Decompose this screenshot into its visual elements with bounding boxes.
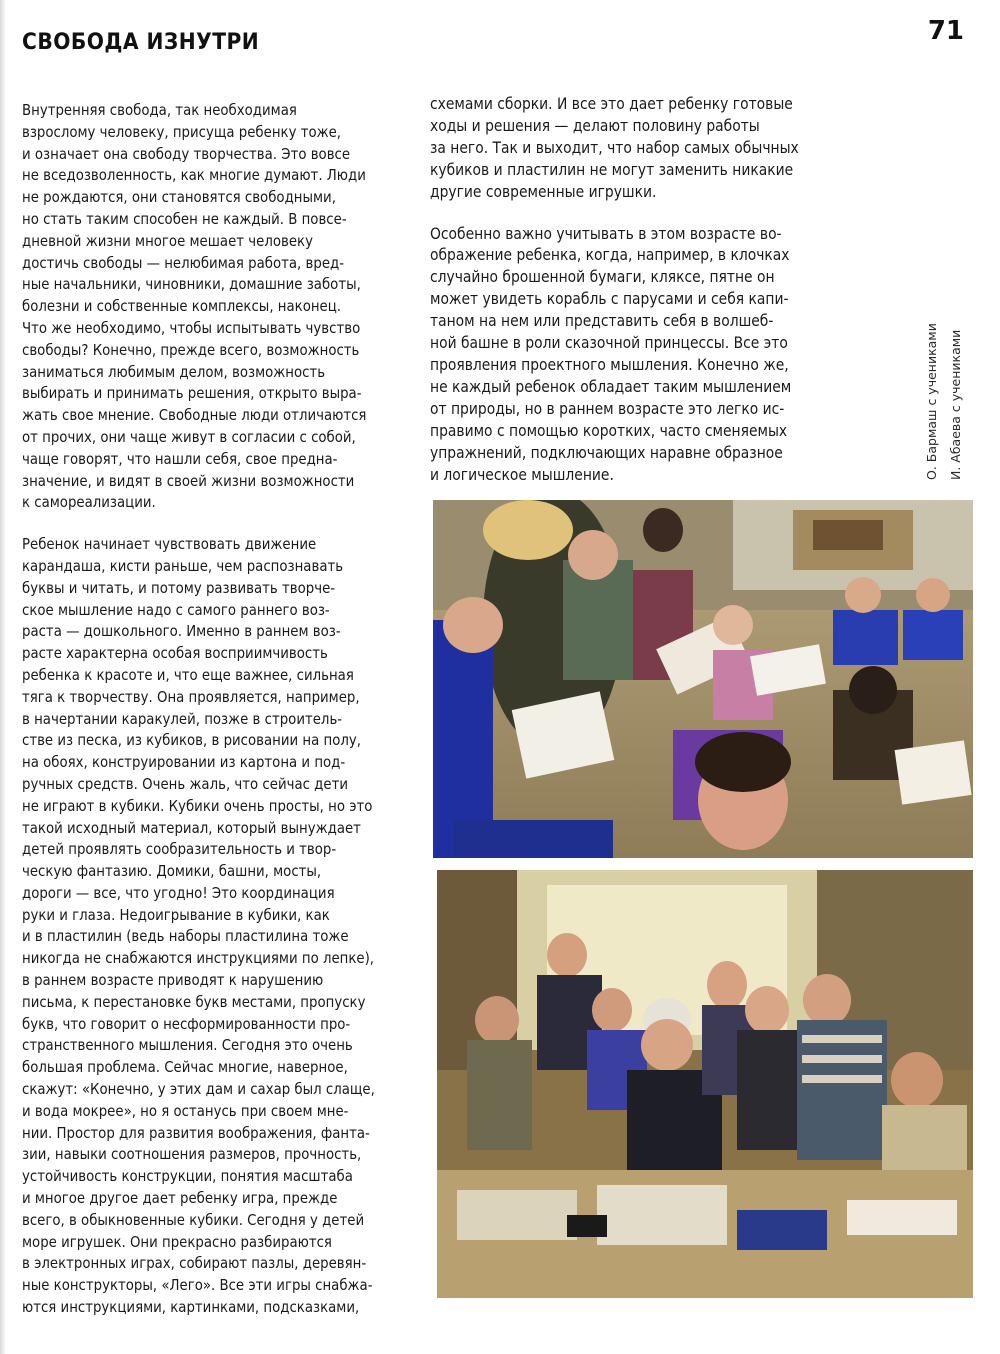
text-line: большая проблема. Сейчас многие, наверное, (22, 1059, 348, 1077)
text-line: карандаша, кисти раньше, чем распознавать (22, 557, 344, 575)
page-number: 71 (927, 16, 964, 46)
text-line: дневной жизни многое мешает человеку (22, 232, 313, 250)
text-line: и логическое мышление. (430, 465, 614, 484)
photo-group-portrait (437, 870, 973, 1298)
text-line: и многое другое дает ребенку игра, прежде (22, 1190, 338, 1208)
text-line: странственного мышления. Сегодня это очень (22, 1037, 353, 1055)
text-line: ображение ребенка, когда, например, в клочках (430, 246, 790, 265)
text-line: нии. Простор для развития воображения, фанта- (22, 1124, 370, 1142)
text-line: ные начальники, чиновники, домашние заботы, (22, 276, 361, 294)
text-line: упражнений, подключающих наравне образное (430, 443, 783, 462)
text-line: в раннем возрасте приводят к нарушению (22, 972, 324, 990)
page-binding-edge (0, 0, 6, 1354)
text-line: в электронных играх, собирают пазлы, деревян- (22, 1255, 367, 1273)
text-line: заниматься любимым делом, возможность (22, 363, 326, 381)
text-line: Особенно важно учитывать в этом возрасте во- (430, 224, 782, 243)
photo-children-drawing (433, 500, 973, 858)
text-line: выбирать и принимать решения, открыто выра- (22, 385, 362, 403)
text-line: ются инструкциями, картинками, подсказками, (22, 1299, 360, 1317)
text-line: не играют в кубики. Кубики очень просты, но это (22, 797, 373, 815)
text-line: жать свое мнение. Свободные люди отличаются (22, 407, 367, 425)
text-line: ческую фантазию. Домики, башни, мосты, (22, 863, 322, 881)
text-line: Ребенок начинает чувствовать движение (22, 536, 317, 554)
text-line: но стать таким способен не каждый. В повсе- (22, 210, 347, 228)
text-line: ной башне в роли сказочной принцессы. Все это (430, 334, 788, 353)
text-line: стве из песка, из кубиков, в рисовании на полу, (22, 732, 361, 750)
chapter-title: СВОБОДА ИЗНУТРИ (22, 30, 260, 55)
text-line: на обоях, конструировании из картона и под- (22, 754, 346, 772)
text-line: ское мышление надо с самого раннего воз- (22, 601, 330, 619)
text-line: письма, к перестановке букв местами, пропуску (22, 993, 366, 1011)
text-line: и означает она свободу творчества. Это вовсе (22, 145, 351, 163)
text-line: детей проявлять сообразительность и твор- (22, 841, 337, 859)
text-line: схемами сборки. И все это дает ребенку готовые (430, 95, 793, 113)
text-line: раста — дошкольного. Именно в раннем воз- (22, 623, 341, 641)
left-text-column (22, 100, 414, 1339)
text-line: таном на нем или представить себя в волшеб- (430, 312, 774, 331)
right-column-paragraph (430, 224, 834, 487)
text-line: чаще говорят, что нашли себя, свое предна- (22, 450, 338, 468)
text-line: всего, в обыкновенные кубики. Сегодня у детей (22, 1211, 365, 1229)
text-line: значение, и видят в своей жизни возможности (22, 472, 355, 490)
text-line: не вседозволенность, как многие думают. Люди (22, 167, 366, 185)
text-line: такой исходный материал, который вынуждает (22, 819, 361, 837)
text-line: буквы и читать, и потому развивать творче- (22, 579, 336, 597)
text-line: скажут: «Конечно, у этих дам и сахар был слаще, (22, 1081, 375, 1099)
text-line: за него. Так и выходит, что набор самых обычных (430, 138, 799, 157)
photo-2-illustration (437, 870, 973, 1298)
text-line: достичь свободы — нелюбимая работа, вред- (22, 254, 345, 272)
right-column-paragraph (430, 94, 834, 204)
right-text-column (430, 94, 834, 506)
text-line: свободы? Конечно, прежде всего, возможность (22, 341, 360, 359)
text-line: и в пластилин (ведь наборы пластилина тоже (22, 928, 349, 946)
text-line: Внутренняя свобода, так необходимая (22, 102, 297, 119)
text-line: в начертании каракулей, позже в строитель- (22, 710, 343, 728)
text-line: дороги — все, что угодно! Это координация (22, 884, 335, 902)
text-line: от природы, но в раннем возрасте это легко ис- (430, 399, 785, 418)
text-line: болезни и собственные комплексы, наконец. (22, 298, 342, 316)
text-line: от прочих, они чаще живут в согласии с собой, (22, 428, 356, 446)
text-line: Что же необходимо, чтобы испытывать чувство (22, 319, 361, 337)
text-line: устойчивость конструкции, понятия масштаба (22, 1168, 353, 1186)
photo-caption-1: О. Бармаш с учениками (924, 323, 939, 480)
text-line: никогда не снабжаются инструкциями по лепке), (22, 950, 375, 968)
text-line: случайно брошенной бумаги, кляксе, пятне он (430, 268, 775, 287)
text-line: тяга к творчеству. Она проявляется, например, (22, 688, 360, 706)
text-line: не рождаются, они становятся свободными, (22, 189, 336, 207)
photo-caption-2: И. Абаева с учениками (948, 329, 963, 480)
text-line: ходы и решения — делают половину работы (430, 116, 760, 135)
text-line: ребенка к красоте и, что еще важнее, сильная (22, 666, 354, 684)
text-line: море игрушек. Они прекрасно разбираются (22, 1233, 332, 1251)
text-line: зии, навыки соотношения размеров, прочность, (22, 1146, 362, 1164)
text-line: к самореализации. (22, 494, 156, 512)
photo-captions (920, 320, 980, 490)
text-line: другие современные игрушки. (430, 182, 657, 201)
text-line: ручных средств. Очень жаль, что сейчас дети (22, 775, 349, 793)
text-line: взрослому человеку, присуща ребенку тоже, (22, 123, 342, 141)
left-column-paragraph (22, 100, 414, 514)
text-line: не каждый ребенок обладает таким мышлением (430, 377, 792, 396)
text-line: букв, что говорит о несформированности про- (22, 1015, 351, 1033)
text-line: руки и глаза. Недоигрывание в кубики, как (22, 906, 330, 924)
left-column-paragraph (22, 534, 414, 1319)
text-line: и вода мокрее», но я останусь при своем мне- (22, 1102, 349, 1120)
text-line: правимо с помощью коротких, часто сменяемых (430, 421, 788, 440)
photo-1-illustration (433, 500, 973, 858)
text-line: расте характерна особая восприимчивость (22, 645, 328, 663)
text-line: ные конструкторы, «Лего». Все эти игры снабжа- (22, 1277, 373, 1295)
text-line: проявления проектного мышления. Конечно же, (430, 355, 789, 374)
text-line: кубиков и пластилин не могут заменить никакие (430, 160, 794, 179)
text-line: может увидеть корабль с парусами и себя капи- (430, 290, 789, 309)
